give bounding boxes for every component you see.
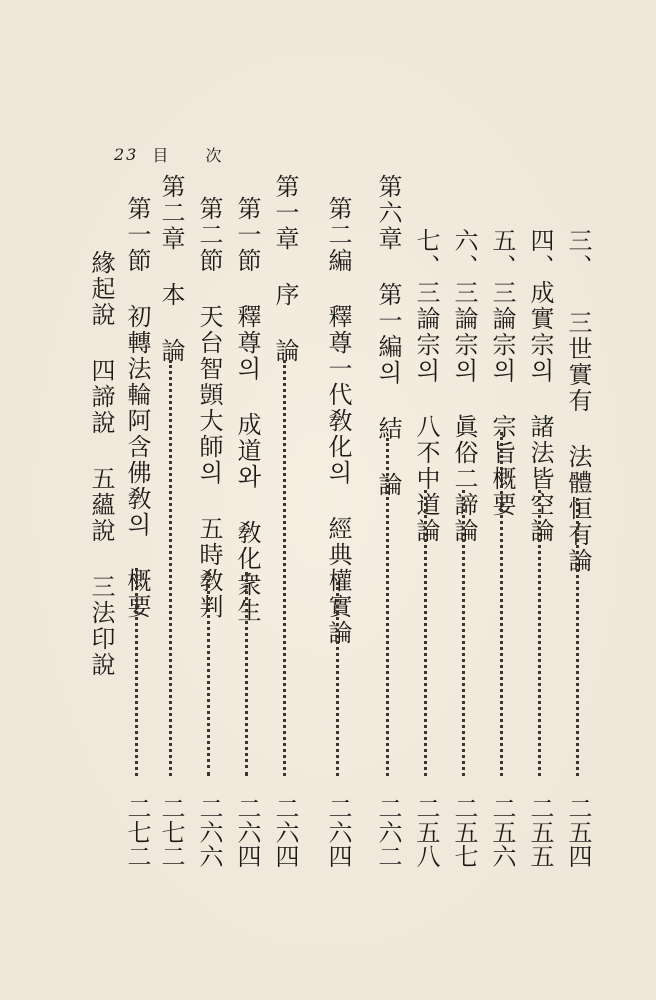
toc-entry-title: 五、三論宗의 宗旨概要 bbox=[488, 228, 516, 518]
toc-entry-page: 二六四 bbox=[233, 796, 261, 868]
page-title: 目 次 bbox=[152, 145, 238, 165]
toc-entry-page: 二六四 bbox=[324, 796, 352, 868]
toc-entry-title: 第二節 天台智顗大師의 五時敎判 bbox=[195, 196, 223, 620]
dot-leader bbox=[336, 582, 343, 776]
toc-entry-page: 二六二 bbox=[374, 796, 402, 868]
toc-entry-title: 緣起說 四諦說 五蘊說 三法印說 bbox=[87, 250, 115, 678]
toc-entry-title: 三、 三世實有 法體恒有論 bbox=[564, 228, 592, 574]
toc-entry-page: 二五七 bbox=[450, 796, 478, 868]
dot-leader bbox=[462, 490, 469, 776]
toc-entry-title: 六、三論宗의 眞俗二諦論 bbox=[450, 228, 478, 544]
toc-entry-page: 二五四 bbox=[564, 796, 592, 868]
dot-leader bbox=[245, 572, 252, 776]
page-number: 23 bbox=[114, 144, 139, 164]
toc-entry-title: 四、成實宗의 諸法皆空論 bbox=[526, 228, 554, 544]
toc-entry-page: 二五五 bbox=[526, 796, 554, 868]
toc-entry-page: 二六四 bbox=[271, 796, 299, 868]
toc-entry-title: 第一節 釋尊의 成道와 敎化衆生 bbox=[233, 196, 261, 624]
toc-entry-title: 第二編 釋尊一代敎化의 經典權實論 bbox=[324, 196, 352, 646]
dot-leader bbox=[207, 572, 214, 776]
toc-entry-title: 第一節 初轉法輪阿含佛敎의 概要 bbox=[123, 196, 151, 620]
dot-leader bbox=[135, 568, 142, 776]
dot-leader bbox=[538, 490, 545, 776]
toc-entry-page: 二七二 bbox=[123, 796, 151, 868]
dot-leader bbox=[283, 360, 290, 776]
dot-leader bbox=[169, 360, 176, 776]
toc-entry-title: 七、三論宗의 八不中道論 bbox=[412, 228, 440, 544]
toc-entry-title: 第六章 第一編의 結 論 bbox=[374, 174, 402, 498]
toc-entry bbox=[86, 250, 116, 678]
dot-leader bbox=[386, 438, 393, 776]
toc-entry-page: 二五八 bbox=[412, 796, 440, 868]
dot-leader bbox=[424, 490, 431, 776]
dot-leader bbox=[500, 432, 507, 776]
page-header bbox=[114, 140, 237, 168]
toc-entry-page: 二六六 bbox=[195, 796, 223, 868]
toc-entry-page: 二七二 bbox=[157, 796, 185, 868]
toc-entry-title: 第一章 序 論 bbox=[271, 174, 299, 364]
toc-entry-page: 二五六 bbox=[488, 796, 516, 868]
toc-entry-title: 第二章 本 論 bbox=[157, 174, 185, 364]
dot-leader bbox=[576, 498, 583, 776]
